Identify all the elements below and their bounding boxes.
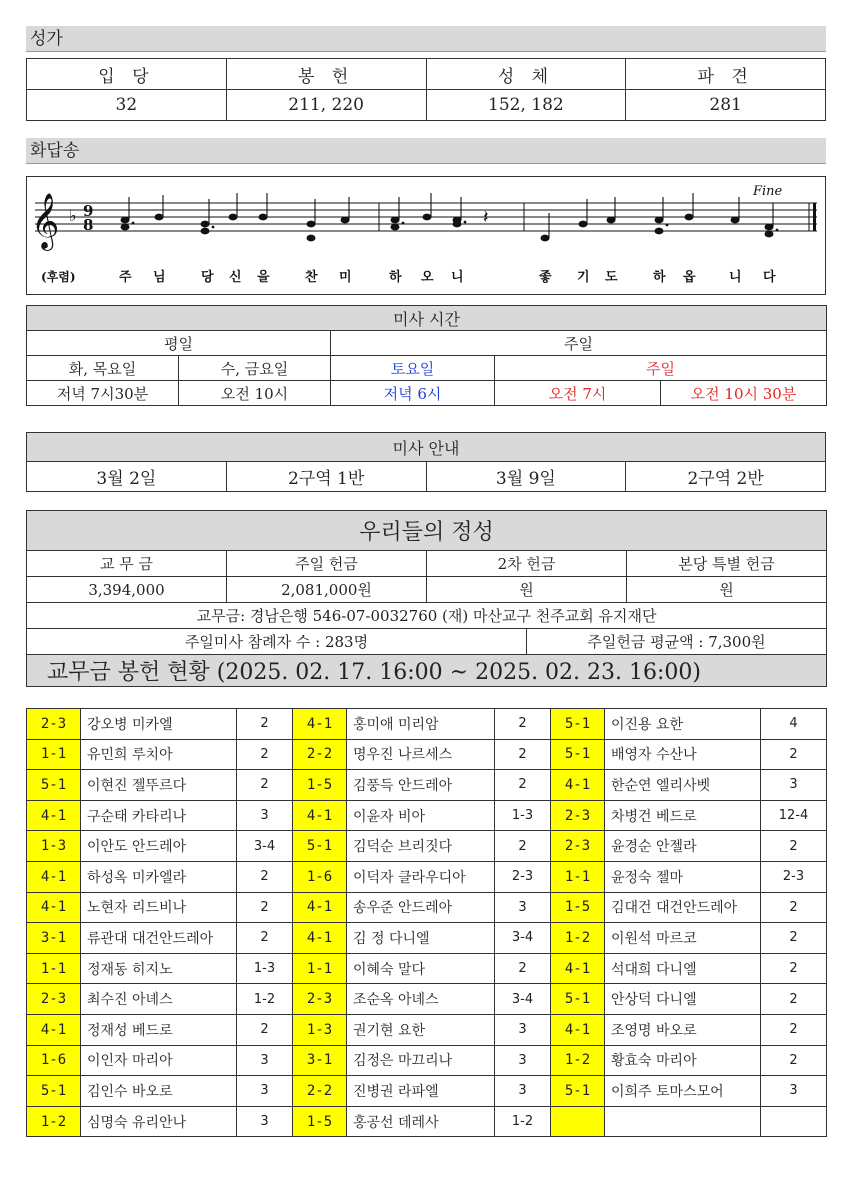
district-code: 4-1 <box>293 892 347 923</box>
table-row <box>27 892 827 923</box>
member-name: 김인수 바오로 <box>81 1076 237 1107</box>
psalm-score <box>26 176 826 295</box>
district-code: 4-1 <box>551 953 605 984</box>
member-name: 이인자 마리아 <box>81 1045 237 1076</box>
dues-count: 2 <box>237 892 293 923</box>
member-name: 안상덕 다니엘 <box>605 984 761 1015</box>
member-name: 김덕순 브리짓다 <box>347 831 495 862</box>
dues-count: 2-3 <box>495 861 551 892</box>
district-code: 2-3 <box>27 709 81 740</box>
dues-count: 2-3 <box>761 861 827 892</box>
district-code: 4-1 <box>551 770 605 801</box>
offering-value-sunday: 2,081,000원 <box>227 577 427 603</box>
fine-mark: Fine <box>753 184 783 199</box>
dues-count: 2 <box>761 1014 827 1045</box>
lyric-syllable: 좋 <box>539 270 552 285</box>
district-code: 3-1 <box>27 923 81 954</box>
table-row <box>27 953 827 984</box>
lyric-syllable: 다 <box>763 270 776 285</box>
dues-count: 3 <box>495 1045 551 1076</box>
lyric-syllable: 신 <box>229 270 242 285</box>
tue-thu-label: 화, 목요일 <box>27 356 179 381</box>
dues-count: 4 <box>761 709 827 740</box>
member-name: 조순옥 아녜스 <box>347 984 495 1015</box>
district-code: 2-3 <box>27 984 81 1015</box>
dues-count: 3-4 <box>495 923 551 954</box>
district-code: 1-3 <box>293 1014 347 1045</box>
mass-time-title: 미사 시간 <box>27 306 827 331</box>
hymn-header-offertory: 봉 헌 <box>226 59 426 90</box>
member-name: 최수진 아녜스 <box>81 984 237 1015</box>
hymn-header-recessional: 파 견 <box>626 59 826 90</box>
weekday-label: 평일 <box>27 331 331 356</box>
dues-count: 2 <box>237 923 293 954</box>
hymn-value-communion: 152, 182 <box>426 90 626 121</box>
member-name: 한순연 엘리사벳 <box>605 770 761 801</box>
member-name: 김대건 대건안드레아 <box>605 892 761 923</box>
district-code: 5-1 <box>551 709 605 740</box>
member-name: 송우준 안드레아 <box>347 892 495 923</box>
member-name: 윤경순 안젤라 <box>605 831 761 862</box>
district-code: 1-1 <box>27 953 81 984</box>
dues-count: 2 <box>237 1014 293 1045</box>
member-name: 홍공선 데레사 <box>347 1106 495 1137</box>
lyric-syllable: 옵 <box>683 270 696 285</box>
district-code: 1-3 <box>27 831 81 862</box>
hymn-value-recessional: 281 <box>626 90 826 121</box>
district-code: 4-1 <box>27 1014 81 1045</box>
district-code: 2-3 <box>551 800 605 831</box>
member-name: 이안도 안드레아 <box>81 831 237 862</box>
district-code: 4-1 <box>27 861 81 892</box>
dues-count: 2 <box>495 770 551 801</box>
dues-count: 2 <box>237 770 293 801</box>
member-name: 정재동 히지노 <box>81 953 237 984</box>
guide-group-1: 2구역 1반 <box>226 462 426 492</box>
offering-header-second: 2차 헌금 <box>427 551 627 577</box>
district-code: 3-1 <box>293 1045 347 1076</box>
guide-date-2: 3월 9일 <box>426 462 626 492</box>
member-name: 하성옥 미카엘라 <box>81 861 237 892</box>
member-name: 강오병 미카엘 <box>81 709 237 740</box>
district-code: 1-2 <box>551 923 605 954</box>
district-code: 5-1 <box>551 739 605 770</box>
member-name: 노현자 리드비나 <box>81 892 237 923</box>
wed-fri-time: 오전 10시 <box>179 381 331 406</box>
dues-count: 3 <box>237 1045 293 1076</box>
member-name: 이윤자 비아 <box>347 800 495 831</box>
member-name: 정재성 베드로 <box>81 1014 237 1045</box>
svg-text:9: 9 <box>83 202 94 220</box>
member-name: 조영명 바오로 <box>605 1014 761 1045</box>
lyric-syllable: 찬 <box>305 270 318 285</box>
table-row <box>27 1106 827 1137</box>
table-row <box>27 800 827 831</box>
hymn-section-title: 성가 <box>26 26 826 52</box>
svg-text:8: 8 <box>83 216 94 234</box>
district-code: 1-1 <box>293 953 347 984</box>
dues-count: 2 <box>761 953 827 984</box>
district-code: 1-6 <box>27 1045 81 1076</box>
district-code: 4-1 <box>293 709 347 740</box>
district-code: 5-1 <box>551 984 605 1015</box>
district-code: 1-1 <box>551 861 605 892</box>
district-code: 4-1 <box>293 800 347 831</box>
member-name: 이원석 마르코 <box>605 923 761 954</box>
offering-header-sunday: 주일 헌금 <box>227 551 427 577</box>
mass-guide-table <box>26 432 826 492</box>
dues-count: 1-3 <box>237 953 293 984</box>
dues-count: 3 <box>761 770 827 801</box>
district-code: 2-2 <box>293 739 347 770</box>
district-code: 1-1 <box>27 739 81 770</box>
member-name: 구순태 카타리나 <box>81 800 237 831</box>
lyric-syllable: 을 <box>257 270 270 285</box>
lyric-syllable: 오 <box>421 270 434 285</box>
lyric-syllable: 기 <box>577 270 590 285</box>
district-code: 1-2 <box>551 1045 605 1076</box>
member-name: 권기현 요한 <box>347 1014 495 1045</box>
saturday-label: 토요일 <box>331 356 495 381</box>
svg-text:♭: ♭ <box>69 206 77 225</box>
offering-value-special: 원 <box>627 577 827 603</box>
member-name: 윤정숙 젤마 <box>605 861 761 892</box>
dues-count: 2 <box>237 739 293 770</box>
district-code: 2-3 <box>551 831 605 862</box>
sunday-day-label: 주일 <box>495 356 827 381</box>
hymn-header-communion: 성 체 <box>426 59 626 90</box>
dues-count: 3 <box>495 1014 551 1045</box>
sunday-time-1: 오전 7시 <box>495 381 661 406</box>
dues-count <box>761 1106 827 1137</box>
attendance-count: 주일미사 참례자 수 : 283명 <box>27 629 527 655</box>
saturday-time: 저녁 6시 <box>331 381 495 406</box>
district-code: 1-5 <box>551 892 605 923</box>
table-row <box>27 739 827 770</box>
district-code: 5-1 <box>551 1076 605 1107</box>
member-name: 차병건 베드로 <box>605 800 761 831</box>
member-name: 김정은 마끄리나 <box>347 1045 495 1076</box>
member-name: 이진용 요한 <box>605 709 761 740</box>
hymn-value-offertory: 211, 220 <box>226 90 426 121</box>
table-row <box>27 831 827 862</box>
district-code: 5-1 <box>27 770 81 801</box>
member-name: 김풍득 안드레아 <box>347 770 495 801</box>
offering-value-dues: 3,394,000 <box>27 577 227 603</box>
hymn-header-entrance: 입 당 <box>27 59 227 90</box>
district-code: 1-5 <box>293 770 347 801</box>
member-name: 진병권 라파엘 <box>347 1076 495 1107</box>
psalm-section-title: 화답송 <box>26 138 826 164</box>
district-code: 1-5 <box>293 1106 347 1137</box>
dues-count: 3-4 <box>495 984 551 1015</box>
district-code: 2-2 <box>293 1076 347 1107</box>
dues-count: 3 <box>761 1076 827 1107</box>
dues-count: 1-2 <box>495 1106 551 1137</box>
member-name <box>605 1106 761 1137</box>
dues-count: 3 <box>237 800 293 831</box>
offering-header-special: 본당 특별 헌금 <box>627 551 827 577</box>
dues-count: 2 <box>495 739 551 770</box>
member-name: 김 정 다니엘 <box>347 923 495 954</box>
sunday-time-2: 오전 10시 30분 <box>661 381 827 406</box>
dues-count: 2 <box>495 953 551 984</box>
district-code: 5-1 <box>27 1076 81 1107</box>
table-row <box>27 709 827 740</box>
dues-count: 2 <box>761 831 827 862</box>
offering-title: 우리들의 정성 <box>27 511 827 551</box>
member-name: 이희주 토마스모어 <box>605 1076 761 1107</box>
sunday-label: 주일 <box>331 331 827 356</box>
lyric-syllable: 주 <box>119 270 132 285</box>
dues-count: 2 <box>495 709 551 740</box>
member-name: 류관대 대건안드레아 <box>81 923 237 954</box>
table-row <box>27 770 827 801</box>
district-code: 4-1 <box>27 800 81 831</box>
dues-list-table <box>26 708 827 1137</box>
dues-count: 2 <box>761 1045 827 1076</box>
district-code: 1-6 <box>293 861 347 892</box>
dues-count: 2 <box>237 709 293 740</box>
dues-count: 2 <box>761 984 827 1015</box>
offering-header-dues: 교 무 금 <box>27 551 227 577</box>
district-code: 4-1 <box>293 923 347 954</box>
dues-count: 2 <box>761 923 827 954</box>
member-name: 심명숙 유리안나 <box>81 1106 237 1137</box>
dues-count: 3 <box>495 892 551 923</box>
offering-value-second: 원 <box>427 577 627 603</box>
member-name: 황효숙 마리아 <box>605 1045 761 1076</box>
member-name: 명우진 나르세스 <box>347 739 495 770</box>
table-row <box>27 1014 827 1045</box>
member-name: 유민희 루치아 <box>81 739 237 770</box>
dues-count: 1-3 <box>495 800 551 831</box>
lyric-syllable: 미 <box>339 270 352 285</box>
guide-group-2: 2구역 2반 <box>626 462 826 492</box>
district-code: 2-3 <box>293 984 347 1015</box>
lyric-syllable: 니 <box>451 270 464 285</box>
dues-count: 2 <box>761 739 827 770</box>
dues-count: 2 <box>237 861 293 892</box>
dues-count: 12-4 <box>761 800 827 831</box>
dues-count: 3 <box>237 1076 293 1107</box>
table-row <box>27 861 827 892</box>
district-code: 4-1 <box>551 1014 605 1045</box>
table-row <box>27 1076 827 1107</box>
member-name: 석대희 다니엘 <box>605 953 761 984</box>
district-code: 4-1 <box>27 892 81 923</box>
member-name: 홍미애 미리암 <box>347 709 495 740</box>
hymn-value-entrance: 32 <box>27 90 227 121</box>
member-name: 이덕자 클라우디아 <box>347 861 495 892</box>
sunday-average: 주일헌금 평균액 : 7,300원 <box>527 629 827 655</box>
dues-count: 3-4 <box>237 831 293 862</box>
lyric-syllable: 도 <box>605 270 618 285</box>
dues-count: 2 <box>761 892 827 923</box>
mass-guide-title: 미사 안내 <box>27 433 826 462</box>
dues-count: 2 <box>495 831 551 862</box>
guide-date-1: 3월 2일 <box>27 462 227 492</box>
dues-count: 1-2 <box>237 984 293 1015</box>
offering-table <box>26 510 827 687</box>
table-row <box>27 984 827 1015</box>
bank-account-info: 교무금: 경남은행 546-07-0032760 (재) 마산교구 천주교회 유지재단 <box>27 603 827 629</box>
lyric-syllable: 님 <box>153 270 166 285</box>
dues-status-title: 교무금 봉헌 현황 (2025. 02. 17. 16:00 ~ 2025. 02. 23. 16:00) <box>27 655 827 687</box>
lyric-syllable: 하 <box>389 270 402 285</box>
district-code <box>551 1106 605 1137</box>
member-name: 이혜숙 말다 <box>347 953 495 984</box>
hymn-table <box>26 58 826 121</box>
lyric-syllable: 니 <box>729 270 742 285</box>
table-row <box>27 1045 827 1076</box>
wed-fri-label: 수, 금요일 <box>179 356 331 381</box>
dues-count: 3 <box>237 1106 293 1137</box>
member-name: 이현진 젤뚜르다 <box>81 770 237 801</box>
member-name: 배영자 수산나 <box>605 739 761 770</box>
lyric-syllable: 당 <box>201 270 214 285</box>
lyric-syllable: 하 <box>653 270 666 285</box>
svg-text:𝄽: 𝄽 <box>483 207 489 228</box>
district-code: 5-1 <box>293 831 347 862</box>
tue-thu-time: 저녁 7시30분 <box>27 381 179 406</box>
district-code: 1-2 <box>27 1106 81 1137</box>
refrain-label: (후렴) <box>41 270 76 284</box>
music-staff <box>27 177 825 294</box>
mass-time-table <box>26 305 827 406</box>
dues-count: 3 <box>495 1076 551 1107</box>
treble-clef-icon: 𝄞 <box>31 193 60 249</box>
table-row <box>27 923 827 954</box>
